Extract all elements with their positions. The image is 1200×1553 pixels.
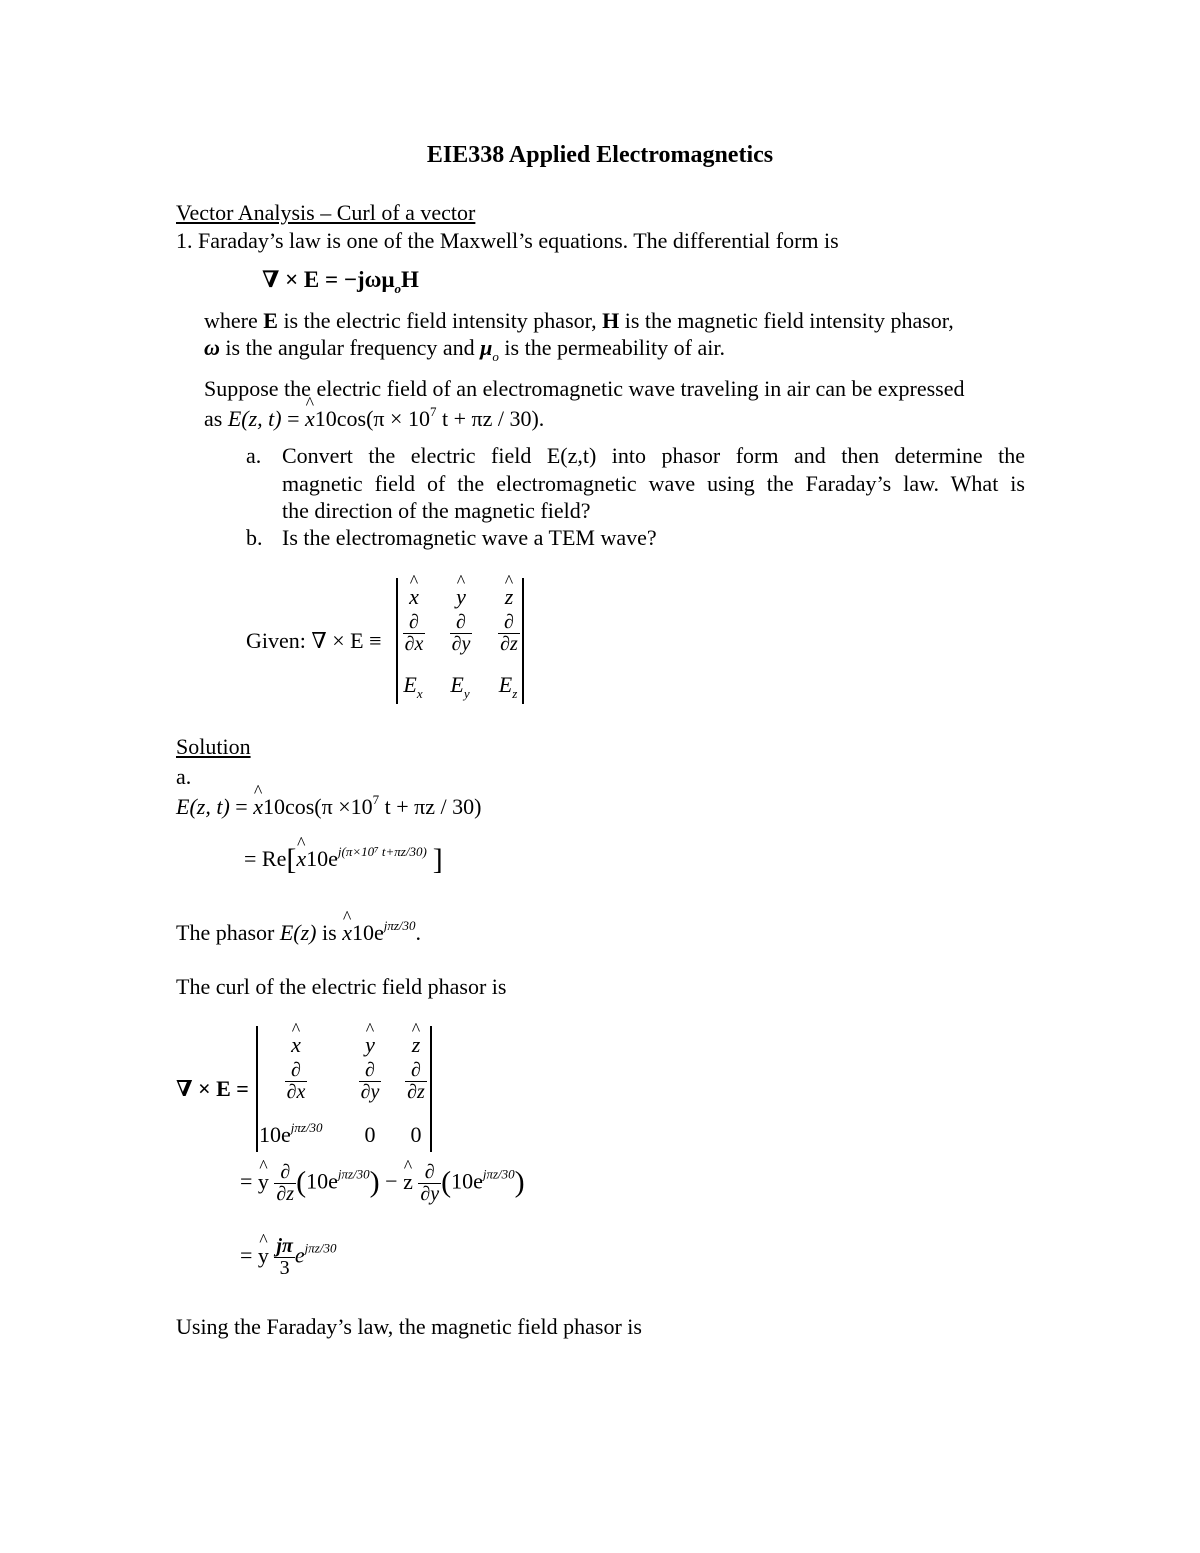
- symbol-mu: μ: [480, 335, 493, 360]
- unit-vector-x: ^ x: [291, 1032, 301, 1058]
- phasor-symbol: E(z): [279, 920, 317, 945]
- phasor-line: [176, 920, 421, 946]
- text: .: [415, 920, 422, 945]
- exponent: 7: [372, 792, 380, 807]
- solution-heading: Solution: [176, 734, 251, 759]
- exponent: jπz/30: [290, 1120, 323, 1135]
- section-heading: Vector Analysis – Curl of a vector: [176, 200, 476, 225]
- exp-term: 10e: [451, 1168, 483, 1194]
- field-lhs: E(z, t): [227, 406, 282, 431]
- partial: ∂: [403, 612, 426, 634]
- curl-intro: The curl of the electric field phasor is: [176, 974, 507, 999]
- exp-term: 10e: [259, 1122, 291, 1147]
- text: is the permeability of air.: [498, 335, 725, 360]
- faraday-equation: [262, 266, 419, 296]
- minus: −: [379, 1168, 404, 1194]
- curl-r1c2: [356, 1032, 384, 1058]
- sub: y: [463, 686, 470, 701]
- numerator: jπ: [276, 1235, 293, 1257]
- solution-a-label: a.: [176, 764, 192, 789]
- exponent: jπz/30: [482, 1166, 515, 1182]
- partial: ∂: [359, 1060, 382, 1082]
- unit-vector-x: ^ x: [296, 846, 306, 872]
- given-r3c3: [493, 672, 523, 701]
- text: is the angular frequency and: [219, 335, 481, 360]
- given-r1c3: [495, 584, 523, 610]
- where-line-2: [204, 335, 725, 364]
- field-expression: [204, 406, 544, 432]
- exp-base: e: [294, 1242, 305, 1268]
- text: as: [204, 406, 228, 431]
- curl-r1c1: [282, 1032, 310, 1058]
- partial: ∂: [418, 1162, 441, 1184]
- text: is: [316, 920, 343, 945]
- curl-determinant-left-bar: [256, 1026, 258, 1152]
- curl-r2c2: [354, 1060, 386, 1103]
- unit-vector-y: ^ y: [456, 584, 466, 610]
- faraday-equation-main: ∇ × E = −jωμ: [262, 267, 395, 292]
- field-rhs-tail: t + πz / 30).: [436, 406, 545, 431]
- partial-y: ∂y: [420, 1183, 440, 1205]
- unit-vector-y: ^ y: [258, 1169, 269, 1195]
- paren: (: [296, 1165, 307, 1199]
- exp-term: 10e: [306, 1168, 338, 1194]
- curl-r2c3: [400, 1060, 432, 1103]
- text: where: [204, 308, 264, 333]
- given-r2c2: [445, 612, 477, 655]
- e: E: [450, 672, 464, 697]
- sub: z: [512, 686, 518, 701]
- paren: ): [514, 1165, 525, 1199]
- unit-vector-z: ^ z: [505, 584, 514, 610]
- given-r3c1: [398, 672, 428, 701]
- partial: ∂: [498, 612, 520, 634]
- symbol-e: E: [263, 308, 278, 333]
- curl-lhs: ∇ × E =: [176, 1076, 249, 1101]
- partial-y: ∂y: [451, 633, 471, 655]
- re-prefix: = Re: [244, 846, 287, 871]
- curl-step-2: [240, 1236, 336, 1279]
- phasor-value: 10e: [351, 920, 384, 945]
- part-a-line-3: the direction of the magnetic field?: [282, 498, 591, 523]
- curl-r2c1: [280, 1060, 312, 1103]
- given-r2c1: [398, 612, 430, 655]
- unit-vector-x: ^ x: [409, 584, 419, 610]
- question-1-intro: 1. Faraday’s law is one of the Maxwell’s equations. The differential form is: [176, 228, 839, 253]
- unit-vector-x: ^ x: [342, 920, 352, 946]
- symbol-h: H: [602, 308, 620, 333]
- partial-x: ∂x: [286, 1081, 306, 1103]
- solution-line-2: [244, 843, 443, 876]
- partial: ∂: [450, 612, 473, 634]
- unit-vector-z: ^ z: [412, 1032, 421, 1058]
- text: is the electric field intensity phasor,: [277, 308, 603, 333]
- partial-y: ∂y: [360, 1081, 380, 1103]
- given-r2c3: [493, 612, 525, 655]
- partial-x: ∂x: [404, 633, 424, 655]
- exp-term: 10e: [306, 846, 338, 871]
- exponent: jπz/30: [337, 1166, 370, 1182]
- partial-z: ∂z: [276, 1183, 295, 1205]
- unit-vector-x: ^ x: [305, 406, 315, 432]
- e: E: [403, 672, 417, 697]
- symbol-omega: ω: [204, 335, 220, 360]
- where-line-1: [204, 308, 954, 334]
- field-rhs: 10cos(π ×10: [262, 794, 373, 819]
- unit-vector-z: ^ z: [403, 1169, 413, 1195]
- symbol-mu-sub: o: [492, 349, 499, 364]
- sub: x: [416, 686, 423, 701]
- partial: ∂: [405, 1060, 427, 1082]
- part-b-label: b.: [246, 525, 263, 550]
- equals: =: [281, 406, 306, 431]
- given-r1c2: [447, 584, 475, 610]
- field-lhs: E(z, t): [176, 794, 230, 819]
- faraday-equation-h: H: [401, 267, 419, 292]
- given-label: Given: ∇ × E ≡: [246, 628, 382, 653]
- curl-step-1: [240, 1162, 525, 1205]
- solution-line-1: [176, 794, 481, 820]
- part-a-line-1: Convert the electric field E(z,t) into phasor form and then determine the: [282, 443, 1025, 468]
- field-rhs-tail: t + πz / 30): [379, 794, 482, 819]
- curl-r1c3: [402, 1032, 430, 1058]
- unit-vector-y: ^ y: [258, 1243, 269, 1269]
- paren: ): [369, 1165, 380, 1199]
- partial: ∂: [274, 1162, 296, 1184]
- part-a-line-2: magnetic field of the electromagnetic wave using the Faraday’s law. What is: [282, 471, 1025, 496]
- partial-z: ∂z: [500, 633, 518, 655]
- curl-r3c2: 0: [364, 1122, 376, 1147]
- exponent: 7: [429, 404, 437, 419]
- part-a-label: a.: [246, 443, 262, 468]
- exponent: j(π×10⁷ t+πz/30): [337, 844, 427, 859]
- left-bracket: [: [286, 843, 297, 876]
- text: The phasor: [176, 920, 280, 945]
- suppose-line: Suppose the electric field of an electromagnetic wave traveling in air can be expressed: [204, 376, 965, 401]
- text: is the magnetic field intensity phasor,: [619, 308, 954, 333]
- page-title: EIE338 Applied Electromagnetics: [426, 142, 774, 168]
- given-r1c1: [400, 584, 428, 610]
- e: E: [498, 672, 513, 697]
- field-rhs: 10cos(π × 10: [314, 406, 430, 431]
- denominator: 3: [279, 1257, 290, 1279]
- equals: =: [229, 794, 254, 819]
- paren: (: [441, 1165, 452, 1199]
- exponent: jπz/30: [304, 1240, 337, 1256]
- curl-r3c3: 0: [410, 1122, 422, 1147]
- exponent: jπz/30: [383, 918, 416, 933]
- right-bracket: ]: [432, 843, 443, 876]
- faraday-conclusion: Using the Faraday’s law, the magnetic field phasor is: [176, 1314, 642, 1339]
- equals: =: [240, 1242, 258, 1268]
- faraday-equation-sub: o: [394, 281, 401, 296]
- partial-z: ∂z: [407, 1081, 425, 1103]
- unit-vector-x: ^ x: [253, 794, 263, 820]
- curl-r3c1: [259, 1122, 323, 1148]
- given-r3c2: [445, 672, 475, 701]
- unit-vector-y: ^ y: [365, 1032, 375, 1058]
- equals: =: [240, 1168, 258, 1194]
- partial: ∂: [285, 1060, 308, 1082]
- part-b-text: Is the electromagnetic wave a TEM wave?: [282, 525, 657, 550]
